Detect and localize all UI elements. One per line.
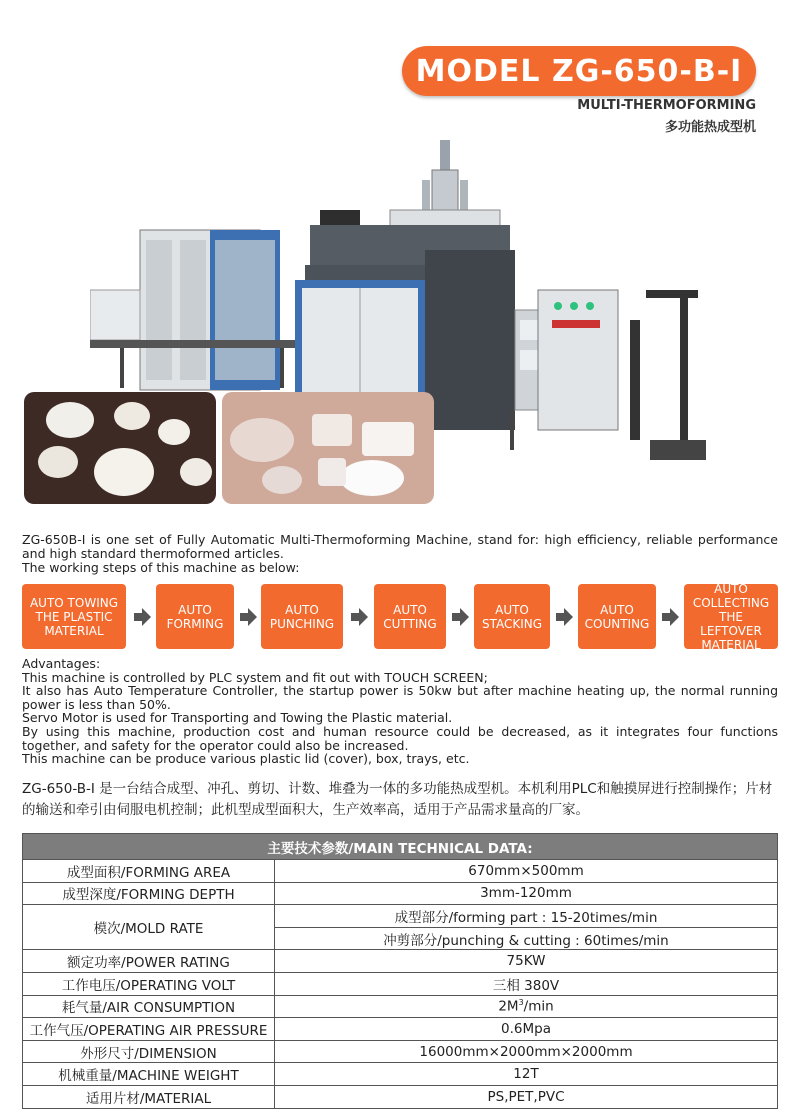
step-stacking: AUTO STACKING: [474, 584, 550, 649]
spec-value: 0.6Mpa: [275, 1018, 778, 1041]
advantages-title: Advantages:: [22, 656, 101, 671]
spec-value: 75KW: [275, 950, 778, 973]
spec-label: 工作气压/OPERATING AIR PRESSURE: [23, 1018, 275, 1041]
spec-label: 耗气量/AIR CONSUMPTION: [23, 995, 275, 1018]
step-cutting: AUTO CUTTING: [374, 584, 446, 649]
chinese-description: ZG-650-B-I 是一台结合成型、冲孔、剪切、计数、堆叠为一体的多功能热成型机。本机利用PLC和触摸屏进行控制操作；片材的输送和牵引由伺服电机控制；此机型成型面积大，生产效率高，适用于产品需求量高的厂家。: [22, 781, 773, 818]
step-collecting: AUTO COLLECTING THE LEFTOVER MATERIAL: [684, 584, 778, 649]
intro-text: [22, 533, 778, 575]
table-row: [23, 1063, 778, 1086]
air-unit: 2M: [498, 998, 519, 1015]
arrow-right-icon: [349, 607, 369, 627]
advantage-item: By using this machine, production cost and human resource could be decreased, as it integrates four functions together, and safety for the operator could also be increased.: [22, 723, 778, 753]
working-steps: [22, 581, 778, 652]
spec-label: 机械重量/MACHINE WEIGHT: [23, 1063, 275, 1086]
spec-table: [22, 833, 778, 1109]
subtitle-en: MULTI-THERMOFORMING: [577, 98, 756, 113]
spec-value: PS,PET,PVC: [275, 1085, 778, 1108]
spec-value: 三相 380V: [275, 972, 778, 995]
step-counting: AUTO COUNTING: [578, 584, 656, 649]
table-row: [23, 1018, 778, 1041]
air-rest: /min: [523, 998, 554, 1015]
spec-table-title: 主要技术参数/MAIN TECHNICAL DATA:: [23, 834, 778, 860]
spec-value: 成型部分/forming part : 15-20times/min: [275, 905, 778, 928]
table-row: [23, 905, 778, 928]
arrow-right-icon: [660, 607, 680, 627]
model-title: MODEL ZG-650-B-I: [402, 46, 756, 96]
step-towing: AUTO TOWING THE PLASTIC MATERIAL: [22, 584, 126, 649]
table-row: [23, 950, 778, 973]
arrow-right-icon: [450, 607, 470, 627]
spec-value: 670mm×500mm: [275, 860, 778, 883]
advantage-item: This machine can be produce various plastic lid (cover), box, trays, etc.: [22, 751, 470, 767]
table-row: [23, 995, 778, 1018]
spec-label: 外形尺寸/DIMENSION: [23, 1040, 275, 1063]
spec-value: [275, 995, 778, 1018]
spec-value: 冲剪部分/punching & cutting : 60times/min: [275, 927, 778, 950]
spec-value: 16000mm×2000mm×2000mm: [275, 1040, 778, 1063]
advantage-item: Servo Motor is used for Transporting and Towing the Plastic material.: [22, 710, 453, 726]
spec-label: 额定功率/POWER RATING: [23, 950, 275, 973]
table-header-row: [23, 834, 778, 860]
advantage-item: This machine is controlled by PLC system and fit out with TOUCH SCREEN;: [22, 669, 488, 685]
table-row: [23, 1085, 778, 1108]
advantages: [22, 657, 778, 766]
table-row: [23, 860, 778, 883]
subtitle-cn: 多功能热成型机: [664, 120, 756, 135]
step-forming: AUTO FORMING: [156, 584, 234, 649]
spec-value: 12T: [275, 1063, 778, 1086]
intro-line-1: ZG-650B-I is one set of Fully Automatic Multi-Thermoforming Machine, stand for: high efficiency, reliable performance and high standard thermoformed articles.: [22, 532, 778, 561]
step-punching: AUTO PUNCHING: [261, 584, 343, 649]
table-row: [23, 882, 778, 905]
air-sup: 3: [518, 998, 524, 1008]
spec-label: 工作电压/OPERATING VOLT: [23, 972, 275, 995]
intro-line-2: The working steps of this machine as below:: [22, 560, 300, 575]
spec-label: 成型深度/FORMING DEPTH: [23, 882, 275, 905]
lids-photo: [24, 392, 216, 504]
table-row: [23, 1040, 778, 1063]
spec-label: 模次/MOLD RATE: [23, 905, 275, 950]
table-row: [23, 972, 778, 995]
arrow-right-icon: [554, 607, 574, 627]
spec-label: 成型面积/FORMING AREA: [23, 860, 275, 883]
trays-photo: [222, 392, 434, 504]
spec-value: 3mm-120mm: [275, 882, 778, 905]
arrow-right-icon: [238, 607, 258, 627]
advantage-item: It also has Auto Temperature Controller, the startup power is 50kw but after machine heating up, the normal running power is less than 50%.: [22, 683, 778, 712]
spec-label: 适用片材/MATERIAL: [23, 1085, 275, 1108]
arrow-right-icon: [132, 607, 152, 627]
